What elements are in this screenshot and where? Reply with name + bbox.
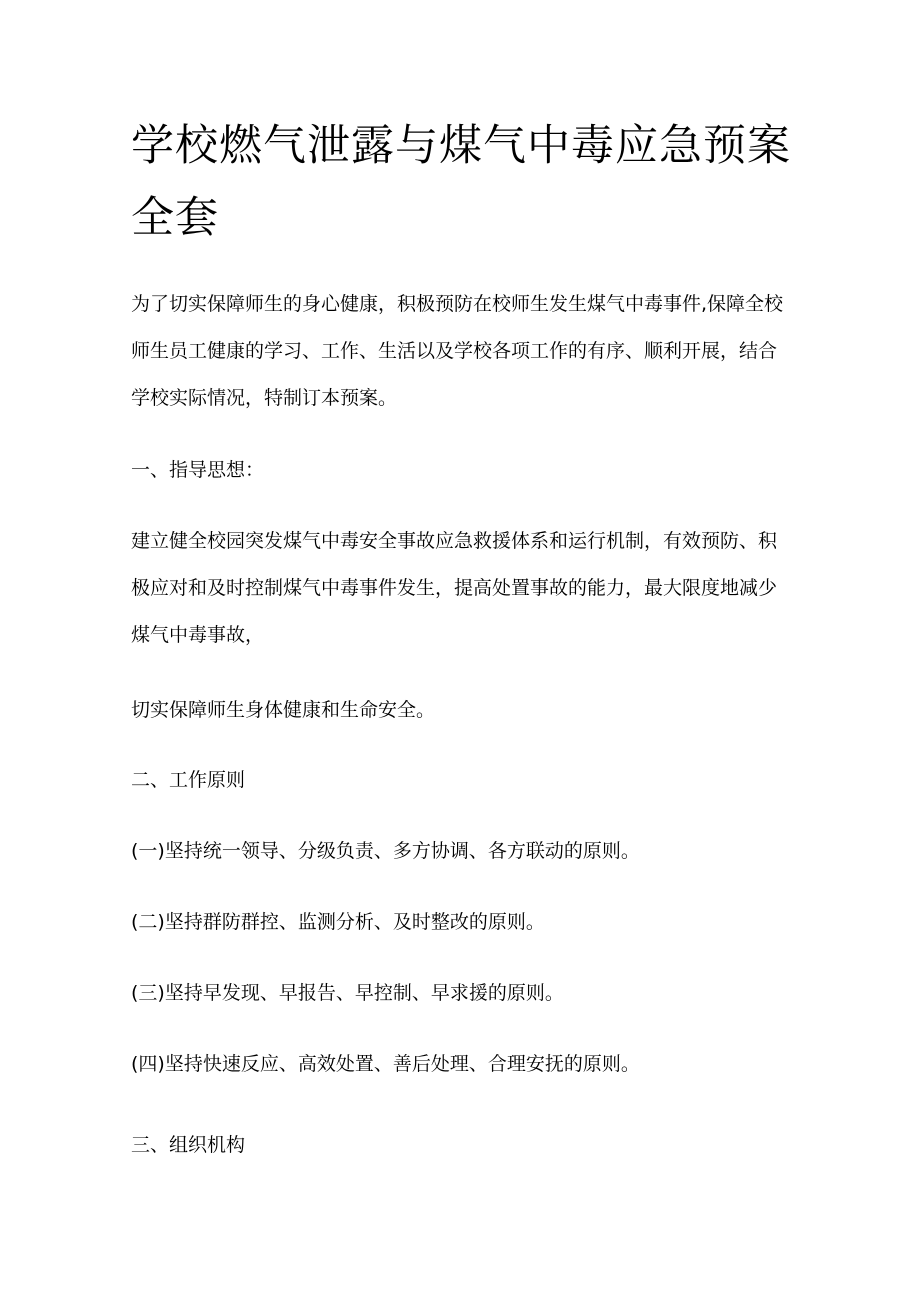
section-heading-organization: 三、组织机构 <box>131 1134 246 1156</box>
principle-item-2: (二)坚持群防群控、监测分析、及时整改的原则。 <box>131 911 545 933</box>
guiding-ideology-paragraph: 建立健全校园突发煤气中毒安全事故应急救援体系和运行机制，有效预防、积极应对和及时控制煤气中毒事件发生，提高处置事故的能力，最大限度地减少煤气中毒事故， <box>131 530 778 646</box>
intro-paragraph: 为了切实保障师生的身心健康，积极预防在校师生发生煤气中毒事件,保障全校师生员工健康的学习、工作、生活以及学校各项工作的有序、顺利开展，结合学校实际情况，特制订本预案。 <box>131 293 784 409</box>
section-heading-work-principles: 二、工作原则 <box>131 769 246 791</box>
principle-item-3: (三)坚持早发现、早报告、早控制、早求援的原则。 <box>131 982 564 1004</box>
document-title: 学校燃气泄露与煤气中毒应急预案全套 <box>131 121 791 243</box>
principle-item-1: (一)坚持统一领导、分级负责、多方协调、各方联动的原则。 <box>131 840 640 862</box>
principle-item-4: (四)坚持快速反应、高效处置、善后处理、合理安抚的原则。 <box>131 1053 640 1075</box>
guiding-ideology-paragraph-continued: 切实保障师生身体健康和生命安全。 <box>131 699 436 721</box>
section-heading-guiding-ideology: 一、指导思想： <box>131 459 265 481</box>
